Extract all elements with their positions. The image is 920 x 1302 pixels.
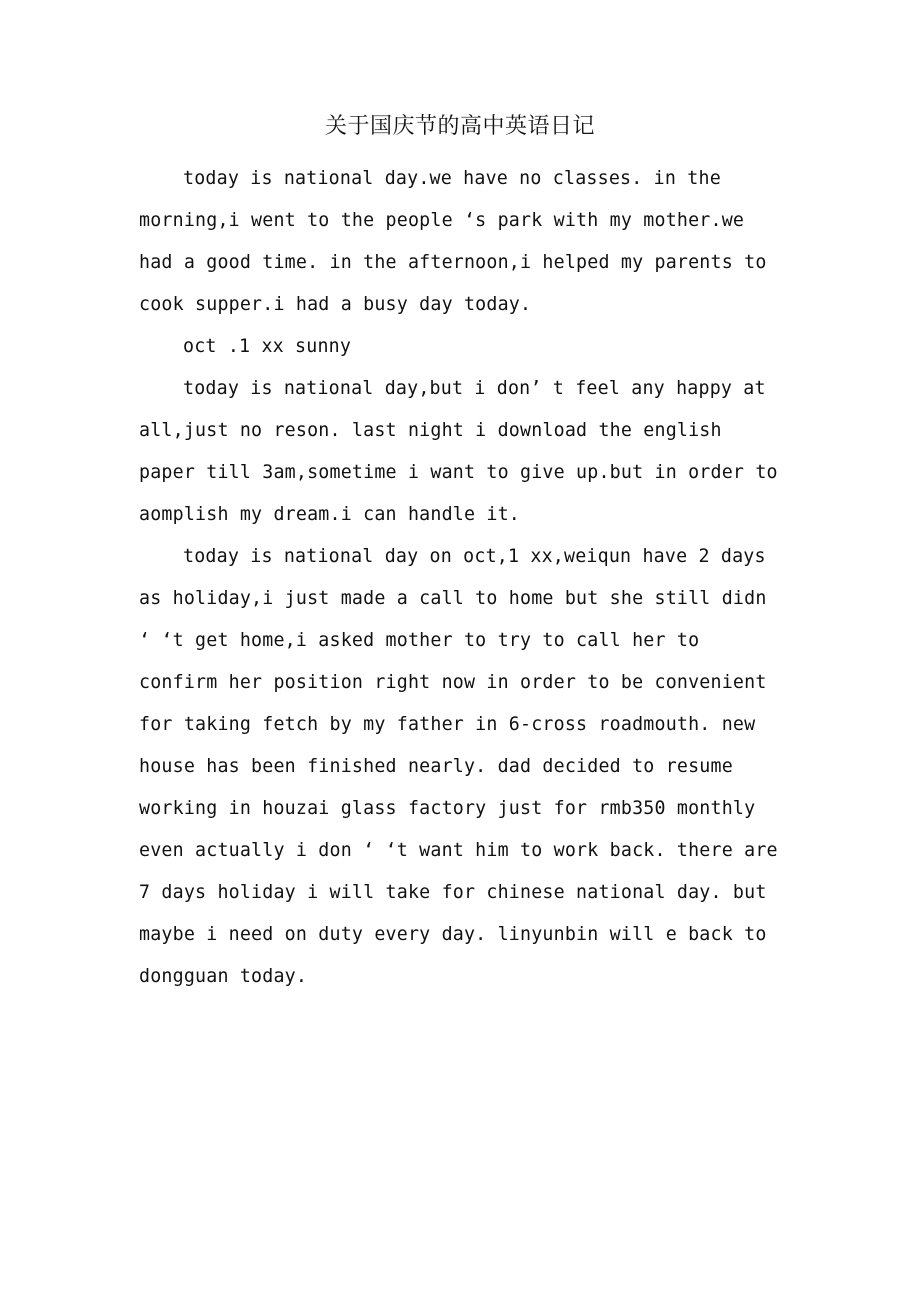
paragraph-national-day-park: today is national day.we have no classes. in the morning,i went to the people ‘s park with my mother.we had a good time. in the afternoon,i helped my parents to cook supper.i had a busy day today.	[139, 168, 778, 315]
paragraph-date-weather: oct .1 xx sunny	[183, 336, 352, 357]
paragraph-english-paper: today is national day,but i don’ t feel any happy at all,just no reson. last night i download the english paper till 3am,sometime i want to give up.but in order to aomplish my dream.i can handle it.	[139, 378, 789, 525]
document-body	[139, 158, 789, 998]
paragraph-holiday-family: today is national day on oct,1 xx,weiqun have 2 days as holiday,i just made a call to home but she still didn ‘ ‘t get home,i asked mother to try to call her to confirm her position right now in order to be convenient for taking fetch by my father in 6-cross roadmouth. new house has been finished nearly. dad decided to resume working in houzai glass factory just for rmb350 monthly even actually i don ‘ ‘t want him to work back. there are 7 days holiday i will take for chinese national day. but maybe i need on duty every day. linyunbin will e back to dongguan today.	[139, 546, 789, 987]
document-title: 关于国庆节的高中英语日记	[324, 114, 595, 139]
